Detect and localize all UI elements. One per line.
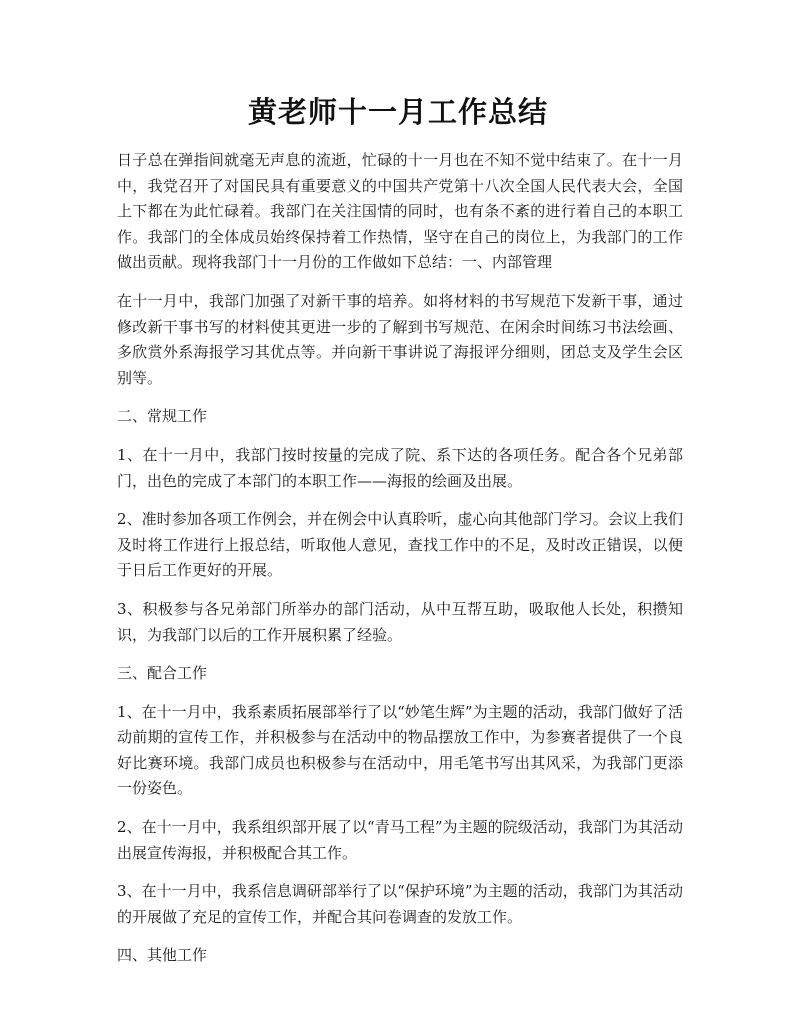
paragraph-cooperation-2: 2、在十一月中，我系组织部开展了以“青马工程”为主题的院级活动，我部门为其活动出展宣传海报，并积极配合其工作。 bbox=[117, 818, 683, 862]
paragraph-internal-management: 在十一月中，我部门加强了对新干事的培养。如将材料的书写规范下发新干事，通过修改新干事书写的材料使其更进一步的了解到书写规范、在闲余时间练习书法绘画、多欣赏外系海报学习其优点等。并向新干事讲说了海报评分细则，团总支及学生会区别等。 bbox=[117, 291, 683, 387]
paragraph-cooperation-1: 1、在十一月中，我系素质拓展部举行了以“妙笔生辉”为主题的活动，我部门做好了活动前期的宣传工作，并积极参与在活动中的物品摆放工作中，为参赛者提供了一个良好比赛环境。我部门成员也积极参与在活动中，用毛笔书写出其风采，为我部门更添一份姿色。 bbox=[117, 702, 683, 798]
paragraph-intro: 日子总在弹指间就毫无声息的流逝，忙碌的十一月也在不知不觉中结束了。在十一月中，我党召开了对国民具有重要意义的中国共产党第十八次全国人民代表大会，全国上下都在为此忙碌着。我部门在关注国情的同时，也有条不紊的进行着自己的本职工作。我部门的全体成员始终保持着工作热情，坚守在自己的岗位上，为我部门的工作做出贡献。现将我部门十一月份的工作做如下总结：一、内部管理 bbox=[117, 151, 683, 272]
section-heading-cooperation-work: 三、配合工作 bbox=[117, 664, 208, 683]
paragraph-routine-3: 3、积极参与各兄弟部门所举办的部门活动，从中互帮互助，吸取他人长处，积攒知识，为我部门以后的工作开展积累了经验。 bbox=[117, 599, 683, 644]
document-title: 黄老师十一月工作总结 bbox=[247, 95, 548, 129]
paragraph-routine-1: 1、在十一月中，我部门按时按量的完成了院、系下达的各项任务。配合各个兄弟部门，出色的完成了本部门的本职工作——海报的绘画及出展。 bbox=[117, 445, 683, 490]
section-heading-routine-work: 二、常规工作 bbox=[117, 407, 208, 426]
section-heading-other-work: 四、其他工作 bbox=[117, 946, 208, 965]
paragraph-routine-2: 2、准时参加各项工作例会，并在例会中认真聆听，虚心向其他部门学习。会议上我们及时将工作进行上报总结，听取他人意见，查找工作中的不足，及时改正错误，以便于日后工作更好的开展。 bbox=[117, 510, 683, 580]
paragraph-cooperation-3: 3、在十一月中，我系信息调研部举行了以“保护环境”为主题的活动，我部门为其活动的开展做了充足的宣传工作，并配合其问卷调查的发放工作。 bbox=[117, 882, 683, 926]
document-body bbox=[117, 148, 683, 982]
